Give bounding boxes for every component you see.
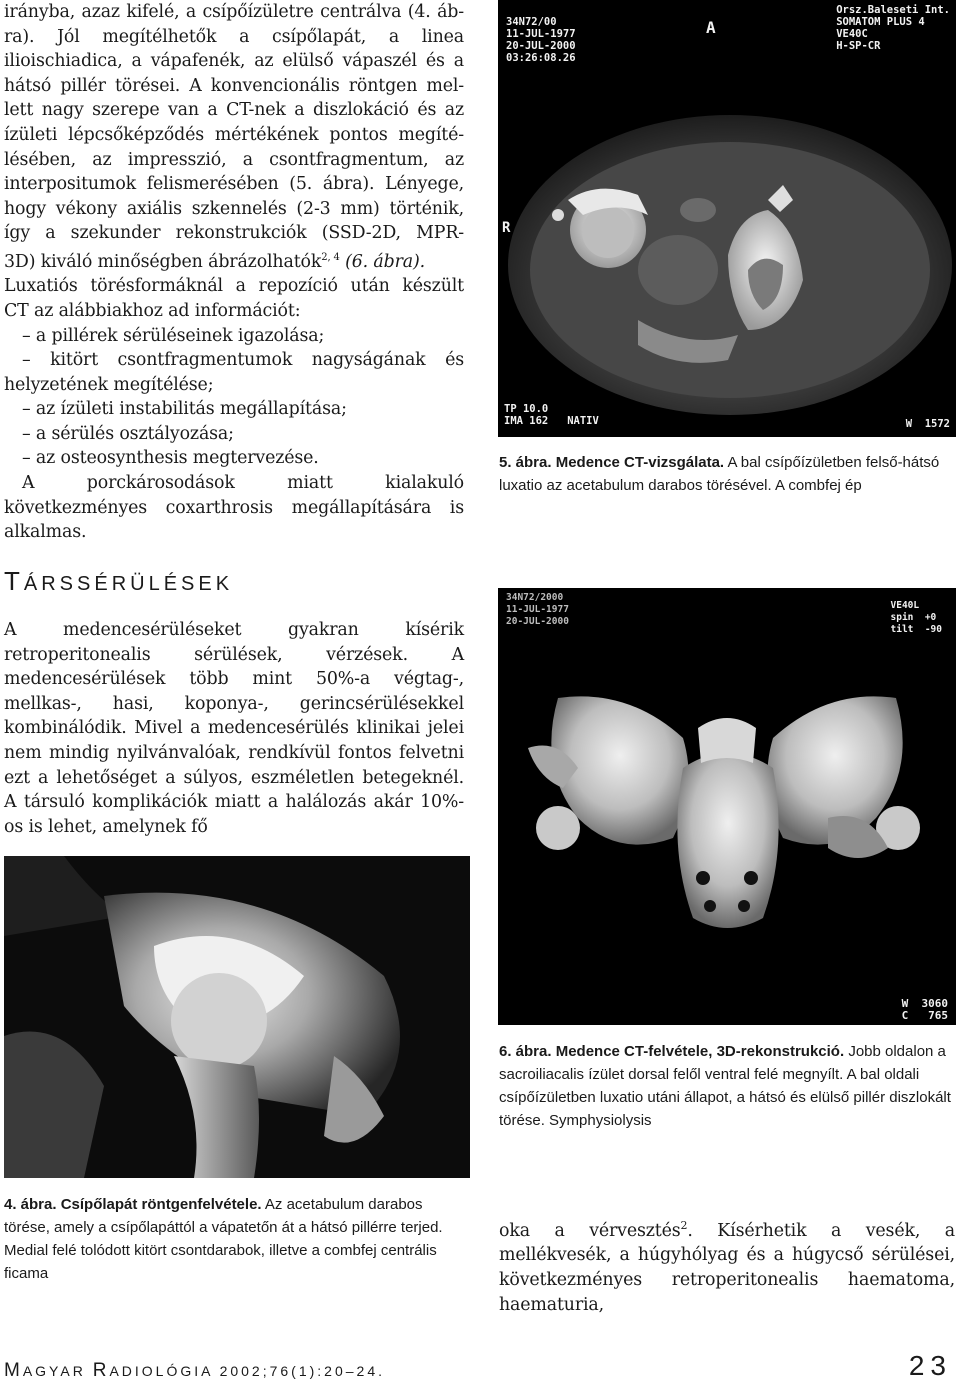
text-line: így a szekunder rekonstrukciók (SSD-2D, MPR- bbox=[4, 223, 464, 244]
right-bottom-text-rest: . Kísérhetik a vesék, a mellékvesék, a húgyhólyag és a húgycső sérülései, következményes retroperitonealis haematoma, haematuria, bbox=[499, 1220, 955, 1315]
ct3d-label-top-left: 34N72/2000 11-JUL-1977 20-JUL-2000 bbox=[506, 592, 569, 627]
ct-label-a: A bbox=[706, 18, 716, 37]
journal-citation: MAGYAR RADIOLÓGIA 2002;76(1):20–24. bbox=[4, 1360, 386, 1381]
figure-6-text: Jobb oldalon a sacroiliacalis ízület dorsal felől ventral felé megnyílt. A bal oldali csípőízületben luxatio utáni állapot, a hátsó és elülső pillér diszlokált törése. Symphysiolysis bbox=[499, 1043, 951, 1129]
figure-5-ct-image bbox=[498, 0, 956, 437]
text-line: interpositumok felismerésében (5. ábra). Lényege, bbox=[4, 174, 464, 195]
closing-sentence: A porckárosodások miatt kialakuló következményes coxarthrosis megállapítására is alkalmas. bbox=[4, 473, 464, 543]
text-line: Luxatiós törésformáknál a repozíció után készült bbox=[4, 276, 464, 297]
figure-4-xray-image bbox=[4, 856, 470, 1178]
figure-6-caption bbox=[499, 1040, 951, 1132]
right-bottom-text-start: oka a vérvesztés bbox=[499, 1220, 681, 1241]
text-line: CT az alábbiakhoz ad információt: bbox=[4, 300, 301, 321]
ct-label-top-left: 34N72/00 11-JUL-1977 20-JUL-2000 03:26:08.26 bbox=[506, 16, 576, 64]
figure-6-title: Medence CT-felvétele, 3D-rekonstrukció. bbox=[555, 1043, 845, 1060]
left-column-text bbox=[4, 0, 464, 545]
figure-5-caption bbox=[499, 451, 949, 497]
ct-label-bottom-right: W 1572 bbox=[905, 418, 950, 430]
text-line: ízületi lépcsőképződés mértékének pontos megíté- bbox=[4, 124, 464, 145]
hip-xray bbox=[4, 856, 470, 1178]
right-bottom-ref: 2 bbox=[680, 1219, 688, 1232]
ct-axial-scan bbox=[498, 0, 956, 437]
figure-4-number: 4. ábra. bbox=[4, 1196, 57, 1213]
ct3d-label-bottom-right: W 3060 C 765 bbox=[901, 997, 948, 1022]
bullet-item: – az ízületi instabilitás megállapítása; bbox=[22, 399, 347, 420]
intro-paragraph bbox=[4, 0, 464, 545]
section-title: TÁRSSÉRÜLÉSEK bbox=[4, 566, 234, 596]
text-line: ilioischiadica, a vápafenék, az elülső vápaszél és a bbox=[4, 51, 464, 72]
figure-5-number: 5. ábra. bbox=[499, 454, 552, 471]
ct-label-r: R bbox=[502, 220, 511, 236]
text-line: lett nagy szerepe van a CT-nek a diszlokáció és az bbox=[4, 100, 464, 121]
bullet-item: – kitört csontfragmentumok nagyságának és helyzetének megítélése; bbox=[4, 350, 464, 395]
figure-5-title: Medence CT-vizsgálata. bbox=[555, 454, 725, 471]
bullet-item: – az osteosynthesis megtervezése. bbox=[22, 448, 319, 469]
figure-6-3d-image bbox=[498, 588, 956, 1025]
ct-3d-reconstruction bbox=[498, 588, 956, 1025]
bullet-item: – a pillérek sérüléseinek igazolása; bbox=[22, 325, 325, 346]
bullet-item: – a sérülés osztályozása; bbox=[22, 423, 234, 444]
text-line: irányba, azaz kifelé, a csípőízületre centrálva (4. áb- bbox=[4, 2, 464, 22]
figure-4-caption bbox=[4, 1193, 462, 1285]
figure-4-title: Csípőlapát röntgenfelvétele. bbox=[60, 1196, 262, 1213]
figure-4-text: Az acetabulum darabos törése, amely a csípőlapáttól a vápatetőn át a hátsó pillérre terjed. Medial felé tolódott kitört csontdarabok, illetve a combfej centrális ficama bbox=[4, 1196, 443, 1282]
text-line: hogy vékony axiális szkennelés (2-3 mm) történik, bbox=[4, 198, 464, 219]
ct3d-label-top-right: VE40L spin +0 tilt -90 bbox=[890, 600, 942, 635]
section-body bbox=[4, 618, 464, 839]
ct-label-top-right: Orsz.Baleseti Int. SOMATOM PLUS 4 VE40C H-SP-CR bbox=[836, 4, 950, 52]
text-line: ra). Jól megítélhetők a csípőlapát, a linea bbox=[4, 26, 464, 47]
figure-reference: (6. ábra). bbox=[339, 251, 426, 272]
right-bottom-paragraph bbox=[499, 1214, 955, 1317]
reference-superscript: 2, 4 bbox=[321, 251, 340, 263]
text-line bbox=[4, 246, 464, 274]
page-number: 23 bbox=[908, 1350, 952, 1381]
text-line: lésében, az impresszió, a csontfragmentum, az bbox=[4, 149, 464, 170]
ct-label-bottom-left: TP 10.0 IMA 162 NATIV bbox=[504, 403, 599, 427]
text-line-content: 3D) kiváló minőségben ábrázolhatók bbox=[4, 251, 322, 272]
section-paragraph: A medencesérüléseket gyakran kísérik retroperitonealis sérülések, vérzések. A medencesérülések több mint 50%-a végtag-, mellkas-, hasi, koponya-, gerincsérülésekkel kombinálódik. Mivel a medencesérülés klinikai jelei nem mindig nyilvánvalóak, rendkívül fontos felvetni ezt a lehetőséget a súlyos, eszméletlen betegeknél. A társuló komplikációk miatt a halálozás akár 10%-os is lehet, amelynek fő bbox=[4, 620, 464, 837]
figure-5-text: A bal csípőízületben felső-hátsó luxatio az acetabulum darabos törésével. A combfej ép bbox=[499, 454, 940, 494]
text-line: hátsó pillér törései. A konvencionális röntgen mel- bbox=[4, 75, 464, 96]
figure-6-number: 6. ábra. bbox=[499, 1043, 552, 1060]
